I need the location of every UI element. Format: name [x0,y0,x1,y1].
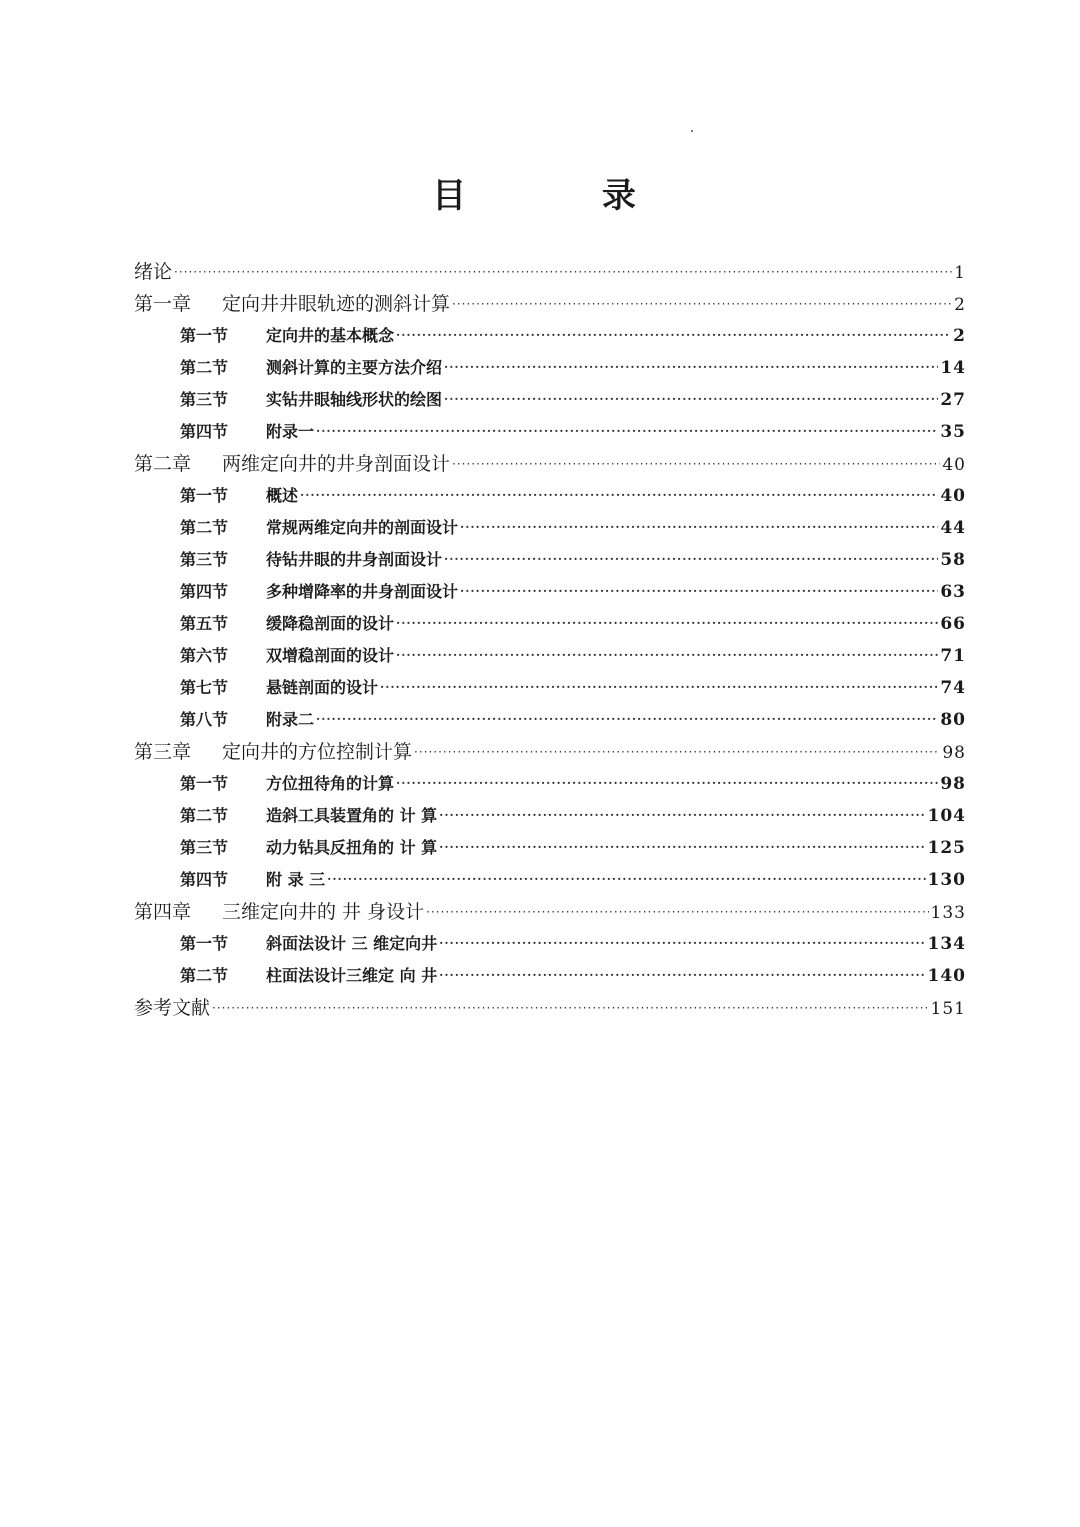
toc-entry-title: 柱面法设计三维定 向 井 [266,966,438,985]
dot-leader [316,415,938,447]
toc-entry-number: 第二节 [180,806,229,825]
toc-section-entry[interactable] [134,320,966,352]
toc-entry-title: 测斜计算的主要方法介绍 [266,358,443,377]
dot-leader [439,927,925,959]
toc-section-entry[interactable] [134,672,966,704]
toc-entry-label [134,448,450,480]
toc-entry-label [180,928,437,960]
dot-leader [316,703,938,735]
toc-section-entry[interactable] [134,704,966,736]
dot-leader [460,575,938,607]
toc-entry-number: 第二章 [134,453,192,475]
toc-entry-title: 参考文献 [134,997,211,1019]
toc-page-number: 98 [940,774,966,794]
toc-page-number: 151 [930,999,966,1019]
scan-speck [691,130,693,132]
toc-entry-title: 概述 [266,486,299,505]
toc-entry-number: 第三节 [180,838,229,857]
toc-entry-title: 常规两维定向井的剖面设计 [266,518,459,537]
toc-entry-number: 第七节 [180,678,229,697]
toc-chapter-entry[interactable] [134,448,966,480]
toc-section-entry[interactable] [134,928,966,960]
toc-entry-title: 造斜工具装置角的 计 算 [266,806,438,825]
toc-page-number: 63 [940,582,966,602]
toc-entry-title: 绪论 [134,261,173,283]
toc-entry-label [180,352,442,384]
toc-chapter-entry[interactable] [134,736,966,768]
dot-leader [327,863,925,895]
toc-page-number: 134 [927,934,966,954]
toc-entry-label [180,800,437,832]
toc-page-number: 104 [927,806,966,826]
table-of-contents [134,256,966,1024]
toc-entry-number: 第一节 [180,486,229,505]
dot-leader [414,736,940,768]
toc-entry-title: 附录二 [266,710,315,729]
toc-entry-label [180,832,437,864]
dot-leader [444,351,938,383]
toc-section-entry[interactable] [134,832,966,864]
toc-entry-number: 第一章 [134,293,192,315]
toc-entry-label [180,864,325,896]
toc-section-entry[interactable] [134,512,966,544]
toc-page-number: 58 [940,550,966,570]
toc-section-entry[interactable] [134,864,966,896]
toc-entry-title: 待钻井眼的井身剖面设计 [266,550,443,569]
dot-leader [396,319,951,351]
toc-entry-label [180,672,378,704]
toc-section-entry[interactable] [134,480,966,512]
toc-entry-label [134,288,450,320]
toc-chapter-entry[interactable] [134,256,966,288]
toc-entry-title: 缓降稳剖面的设计 [266,614,395,633]
toc-entry-number: 第五节 [180,614,229,633]
toc-entry-label [180,768,394,800]
dot-leader [444,543,938,575]
toc-section-entry[interactable] [134,352,966,384]
toc-entry-number: 第六节 [180,646,229,665]
toc-page-number: 1 [954,263,966,283]
toc-page-number: 2 [954,295,966,315]
toc-page-number: 71 [940,646,966,666]
toc-entry-label [180,576,458,608]
toc-section-entry[interactable] [134,384,966,416]
toc-entry-title: 附 录 三 [266,870,326,889]
toc-entry-number: 第三节 [180,390,229,409]
toc-page-number: 140 [927,966,966,986]
toc-entry-number: 第八节 [180,710,229,729]
toc-page-number: 130 [927,870,966,890]
toc-entry-title: 实钻井眼轴线形状的绘图 [266,390,443,409]
toc-entry-title: 两维定向井的井身剖面设计 [222,453,451,475]
toc-entry-title: 斜面法设计 三 维定向井 [266,934,438,953]
dot-leader [460,511,938,543]
toc-entry-label [134,256,172,288]
toc-page-number: 40 [940,486,966,506]
toc-chapter-entry[interactable] [134,288,966,320]
toc-section-entry[interactable] [134,608,966,640]
toc-page-number: 35 [940,422,966,442]
toc-entry-number: 第四节 [180,870,229,889]
toc-entry-number: 第二节 [180,518,229,537]
dot-leader [380,671,938,703]
toc-entry-title: 方位扭待角的计算 [266,774,395,793]
toc-entry-title: 定向井的基本概念 [266,326,395,345]
toc-entry-label [134,992,210,1024]
toc-page-number: 14 [940,358,966,378]
dot-leader [452,448,940,480]
toc-entry-label [180,640,394,672]
toc-entry-title: 定向井的方位控制计算 [222,741,413,763]
toc-entry-label [134,896,424,928]
toc-entry-label [180,512,458,544]
dot-leader [426,896,928,928]
page-title: 目 录 [432,176,698,216]
toc-entry-number: 第四节 [180,422,229,441]
toc-entry-number: 第三章 [134,741,192,763]
dot-leader [396,639,938,671]
toc-entry-title: 双增稳剖面的设计 [266,646,395,665]
toc-section-entry[interactable] [134,800,966,832]
toc-entry-title: 附录一 [266,422,315,441]
toc-page-number: 80 [940,710,966,730]
toc-entry-label [180,416,314,448]
toc-entry-number: 第一节 [180,934,229,953]
toc-entry-label [134,736,412,768]
toc-section-entry[interactable] [134,768,966,800]
toc-entry-number: 第一节 [180,326,229,345]
toc-entry-label [180,544,442,576]
toc-entry-number: 第三节 [180,550,229,569]
dot-leader [212,992,929,1024]
toc-entry-label [180,320,394,352]
dot-leader [439,799,925,831]
dot-leader [174,256,952,288]
toc-page-number: 66 [940,614,966,634]
toc-chapter-entry[interactable] [134,896,966,928]
toc-page-number: 44 [940,518,966,538]
toc-page-number: 133 [930,903,966,923]
toc-entry-label [180,480,298,512]
toc-section-entry[interactable] [134,576,966,608]
dot-leader [439,831,925,863]
dot-leader [300,479,938,511]
toc-entry-number: 第四章 [134,901,192,923]
dot-leader [396,767,938,799]
toc-entry-label [180,960,437,992]
toc-entry-title: 多种增降率的井身剖面设计 [266,582,459,601]
toc-page-number: 27 [940,390,966,410]
toc-page-number: 40 [942,455,966,475]
toc-entry-number: 第四节 [180,582,229,601]
toc-page-number: 74 [940,678,966,698]
toc-entry-title: 动力钻具反扭角的 计 算 [266,838,438,857]
toc-entry-label [180,704,314,736]
toc-entry-title: 三维定向井的 井 身设计 [222,901,425,923]
dot-leader [444,383,938,415]
toc-entry-label [180,384,442,416]
toc-entry-number: 第二节 [180,358,229,377]
toc-section-entry[interactable] [134,960,966,992]
toc-entry-title: 定向井井眼轨迹的测斜计算 [222,293,451,315]
dot-leader [396,607,938,639]
toc-entry-title: 悬链剖面的设计 [266,678,379,697]
toc-entry-number: 第一节 [180,774,229,793]
toc-page-number: 98 [942,743,966,763]
toc-chapter-entry[interactable] [134,992,966,1024]
dot-leader [439,959,925,991]
toc-page-number: 125 [927,838,966,858]
toc-section-entry[interactable] [134,416,966,448]
toc-page-number: 2 [953,326,966,346]
toc-entry-label [180,608,394,640]
toc-section-entry[interactable] [134,544,966,576]
toc-section-entry[interactable] [134,640,966,672]
dot-leader [452,288,952,320]
toc-entry-number: 第二节 [180,966,229,985]
